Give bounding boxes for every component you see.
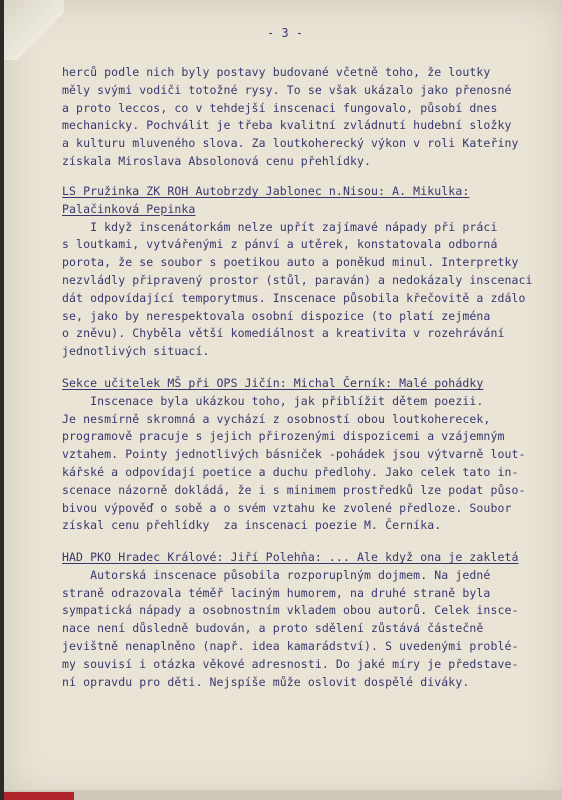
text-line: porota, že se soubor s poetikou auto a poněkud minul. Interpretky (62, 255, 519, 270)
text-line: Autorská inscenace působila rozporuplným dojmem. Na jedné (62, 567, 491, 582)
section-heading: Palačinková Pepinka (62, 201, 196, 216)
section-heading: Sekce učitelek MŠ při OPS Jičín: Michal Černík: Malé pohádky (62, 376, 484, 390)
text-line: a proto leccos, co v tehdejší inscenaci fungovalo, působí dnes (62, 100, 498, 115)
text-line: získala Miroslava Absolonová cenu přehlídky. (62, 153, 372, 168)
document-page (4, 0, 562, 800)
text-line: bivou výpověď o sobě a o svém vztahu ke zvolené předloze. Soubor (62, 500, 512, 515)
text-line: s loutkami, vytvářenými z pánví a utěrek, konstatovala odborná (62, 237, 498, 252)
text-line: dát odpovídající temporytmus. Inscenace působila křečovitě a zdálo (62, 290, 526, 305)
section-heading: HAD PKO Hradec Králové: Jiří Polehňa: ... Ale když ona je zakletá (62, 550, 519, 564)
text-line: I když inscenátorkám nelze upřít zajímavé nápady při práci (62, 219, 498, 234)
text-line: scenace názorně dokládá, že i s minimem prostředků lze podat půso- (62, 482, 526, 497)
text-line: získal cenu přehlídky za inscenaci poezie M. Černíka. (62, 518, 442, 533)
text-line: herců podle nich byly postavy budované včetně toho, že loutky (62, 65, 491, 79)
text-line: o zněvu). Chyběla větší komediálnost a kreativita v rozehrávání (62, 326, 505, 341)
text-line: nace není důsledně budován, a proto sdělení zůstává částečně (62, 621, 484, 636)
review-section-pruzinka (62, 183, 532, 361)
paragraph-continuation (62, 64, 532, 171)
review-section-jicin (62, 375, 532, 535)
text-line: ní opravdu pro děti. Nejspíše může oslovit dospělé diváky. (62, 674, 470, 689)
red-stamp-mark (4, 792, 74, 800)
text-line: vztahem. Pointy jednotlivých básniček -pohádek jsou výtvarně lout- (62, 447, 526, 462)
page-number: - 3 - (266, 26, 304, 40)
text-line: sympatická nápady a osobnostním vkladem obou autorů. Celek insce- (62, 603, 519, 618)
text-line: straně odrazovala téměř laciným humorem, na druhé straně byla (62, 585, 491, 600)
text-line: programově pracuje s jejich přirozenými dispozicemi a vzájemným (62, 429, 505, 444)
text-line: se, jako by nerespektovala osobní dispozice (to platí zejména (62, 308, 491, 323)
text-line: nezvládly připravený prostor (stůl, paraván) a nedokázaly inscenaci (62, 272, 533, 287)
text-line: mechanicky. Pochválit je třeba kvalitní zvládnutí hudební složky (62, 118, 512, 133)
text-line: a kulturu mluveného slova. Za loutkoherecký výkon v roli Kateřiny (62, 136, 519, 151)
section-heading: LS Pružinka ZK ROH Autobrzdy Jablonec n.Nisou: A. Mikulka: (62, 184, 470, 198)
text-line: my souvisí i otázka věkové adresnosti. Do jaké míry je představe- (62, 656, 519, 671)
text-line: měly svými vodiči totožné rysy. To se však ukázalo jako přenosné (62, 82, 512, 97)
text-line: kářské a odpovídají poetice a duchu předlohy. Jako celek tato in- (62, 464, 519, 479)
next-page-edge (4, 790, 562, 800)
review-section-had (62, 549, 532, 691)
text-line: Inscenace byla ukázkou toho, jak přiblížit dětem poezii. (62, 393, 484, 408)
text-line: Je nesmírně skromná a vychází z osobností obou loutkoherecek, (62, 411, 491, 426)
text-line: jednotlivých situací. (62, 344, 210, 359)
text-line: jevištně nenaplněno (např. idea kamarádství). S uvedenými problé- (62, 638, 519, 653)
